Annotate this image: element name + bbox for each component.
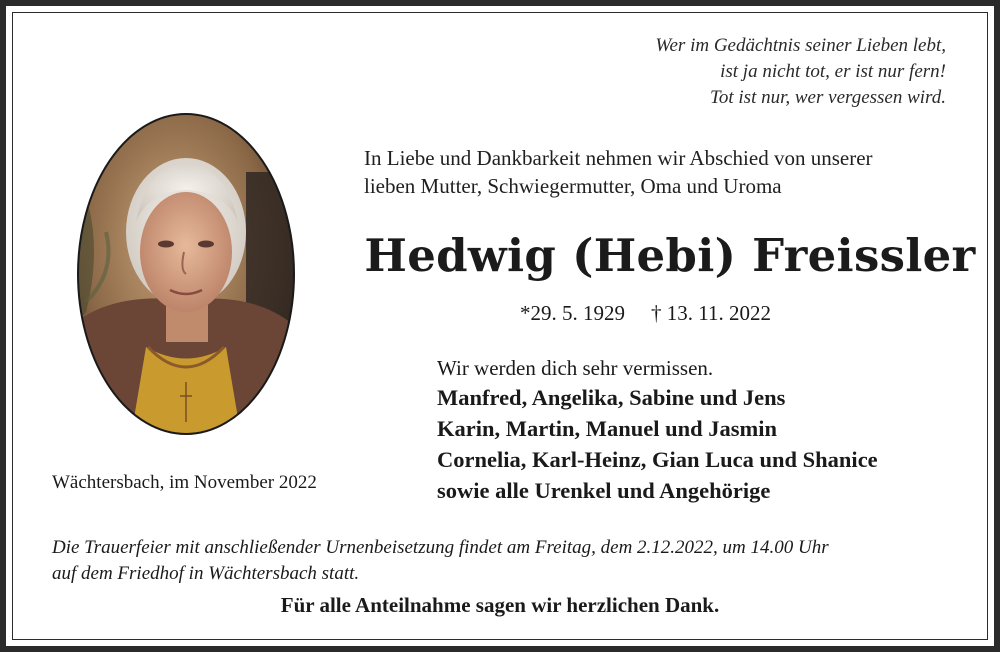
deceased-name: Hedwig (Hebi) Freissler [364,229,976,282]
ceremony-line: Die Trauerfeier mit anschließender Urnenbeisetzung findet am Freitag, dem 2.12.2022, um 14.00 Uhr [52,537,829,558]
mourners-line: sowie alle Urenkel und Angehörige [437,478,771,503]
death-date: † 13. 11. 2022 [651,301,771,325]
thanks-note: Für alle Anteilnahme sagen wir herzlichen Dank. [280,593,720,617]
farewell-intro [364,144,964,200]
mourners-line: Karin, Martin, Manuel und Jasmin [437,416,778,441]
quote-line: Wer im Gedächtnis seiner Lieben lebt, [655,35,946,56]
life-dates [520,300,820,326]
intro-line: lieben Mutter, Schwiegermutter, Oma und Uroma [364,174,782,198]
mourners-intro: Wir werden dich sehr vermissen. [437,356,714,380]
quote-line: ist ja nicht tot, er ist nur fern! [720,61,946,82]
mourners-list [437,382,977,506]
birth-date: *29. 5. 1929 [520,301,625,325]
quote-line: Tot ist nur, wer vergessen wird. [710,87,946,108]
ceremony-line: auf dem Friedhof in Wächtersbach statt. [52,563,360,584]
intro-line: In Liebe und Dankbarkeit nehmen wir Abschied von unserer [364,146,873,170]
mourners-line: Manfred, Angelika, Sabine und Jens [437,385,786,410]
memorial-quote [586,33,946,111]
ceremony-notice [52,535,972,587]
place-and-date: Wächtersbach, im November 2022 [52,472,317,493]
mourners-line: Cornelia, Karl-Heinz, Gian Luca und Shanice [437,447,878,472]
portrait-photo [76,112,296,436]
